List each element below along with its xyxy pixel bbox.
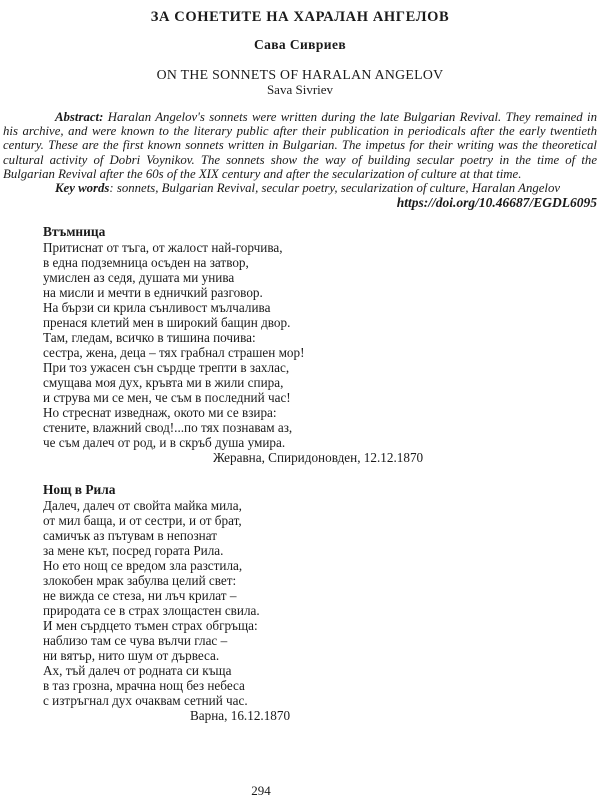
page-number: 294	[251, 783, 271, 798]
poem-line: от мил баща, и от сестри, и от брат,	[43, 513, 242, 529]
poem-line: с изтръгнал дух очаквам сетний час.	[43, 693, 248, 709]
poem-line: смущава моя дух, кръвта ми в жили спира,	[43, 375, 284, 391]
poem-lines	[43, 498, 600, 708]
poem-line: пренася клетий мен в широкий бащин двор.	[43, 315, 291, 331]
poem-line: стените, влажний свод!...по тях познавам аз,	[43, 420, 293, 436]
poem-line: умислен аз седя, душата ми унива	[43, 270, 235, 286]
poem-line: наблизо там се чува вълчи глас –	[43, 633, 228, 649]
poem-line: не вижда се стеза, ни лъч крилат –	[43, 588, 237, 604]
article-title-en: ON THE SONNETS OF HARALAN ANGELOV	[156, 67, 444, 82]
abstract-text: Haralan Angelov's sonnets were written during the late Bulgarian Revival. They remained in his archive, and were known to the literary public after their publication in periodicals after the early twentieth century. These are the first known sonnets written in Bulgarian. The impetus for their writing was the theoretical cultural activity of Dobri Voynikov. The sonnets show the way of building secular poetry in the time of the Bulgarian Revival after the 60s of the XIX century and after the secularization of culture at that time.	[3, 110, 598, 181]
poem-line: И мен сърдцето тъмен страх обгръща:	[43, 618, 258, 634]
poem-line: Ах, тъй далеч от родната си къща	[43, 663, 232, 679]
poem-line: че съм далеч от род, и в скръб душа умира.	[43, 435, 286, 451]
poem-lines	[43, 240, 600, 450]
poem-line: в една подземница осъден на затвор,	[43, 255, 249, 271]
poem-date: Жеравна, Спиридоновден, 12.12.1870	[213, 450, 424, 466]
poem-date: Варна, 16.12.1870	[190, 708, 291, 724]
poem-line: и струва ми се мен, че съм в последний час!	[43, 390, 291, 406]
abstract-paragraph	[3, 110, 597, 181]
poem-line: При тоз ужасен сън сърдце трепти в захлас,	[43, 360, 290, 376]
poem-title: Втъмница	[43, 224, 106, 240]
poem-line: Далеч, далеч от свойта майка мила,	[43, 498, 242, 514]
article-author-en: Sava Sivriev	[266, 82, 334, 97]
keywords-paragraph	[3, 181, 597, 195]
poem-line: На бързи си крила сънливост мълчалива	[43, 300, 271, 316]
doi-text: https://doi.org/10.46687/EGDL6095	[396, 195, 597, 211]
poem-title: Нощ в Рила	[43, 482, 116, 498]
poem-line: сестра, жена, деца – тях грабнал страшен мор!	[43, 345, 305, 361]
poem-line: Но стреснат изведнаж, окото ми се взира:	[43, 405, 277, 421]
poem-line: ни вятър, нито шум от дървеса.	[43, 648, 220, 664]
article-author: Сава Сивриев	[253, 37, 347, 52]
poem-line: Но ето нощ се вредом зла разстила,	[43, 558, 243, 574]
abstract-label: Abstract:	[55, 110, 104, 124]
article-title: ЗА СОНЕТИТЕ НА ХАРАЛАН АНГЕЛОВ	[150, 9, 450, 25]
poem-line: самичък аз пътувам в непознат	[43, 528, 218, 544]
poem-line: Притиснат от тъга, от жалост най-горчива,	[43, 240, 283, 256]
poem-line: за мене кът, посред гората Рила.	[43, 543, 224, 559]
poem-line: в таз грозна, мрачна нощ без небеса	[43, 678, 245, 694]
poem-nosht-v-rila	[43, 482, 600, 723]
poem-line: природата се в страх злощастен свила.	[43, 603, 260, 619]
poem-vtamnitsa	[43, 224, 600, 465]
poem-line: на мисли и мечти в едничкий разговор.	[43, 285, 263, 301]
keywords-text: : sonnets, Bulgarian Revival, secular poetry, secularization of culture, Haralan Angelov	[109, 181, 561, 196]
poem-line: Там, гледам, всичко в тишина почива:	[43, 330, 256, 346]
keywords-label: Key words	[55, 181, 110, 196]
poem-line: злокобен мрак забулва целий свет:	[43, 573, 237, 589]
